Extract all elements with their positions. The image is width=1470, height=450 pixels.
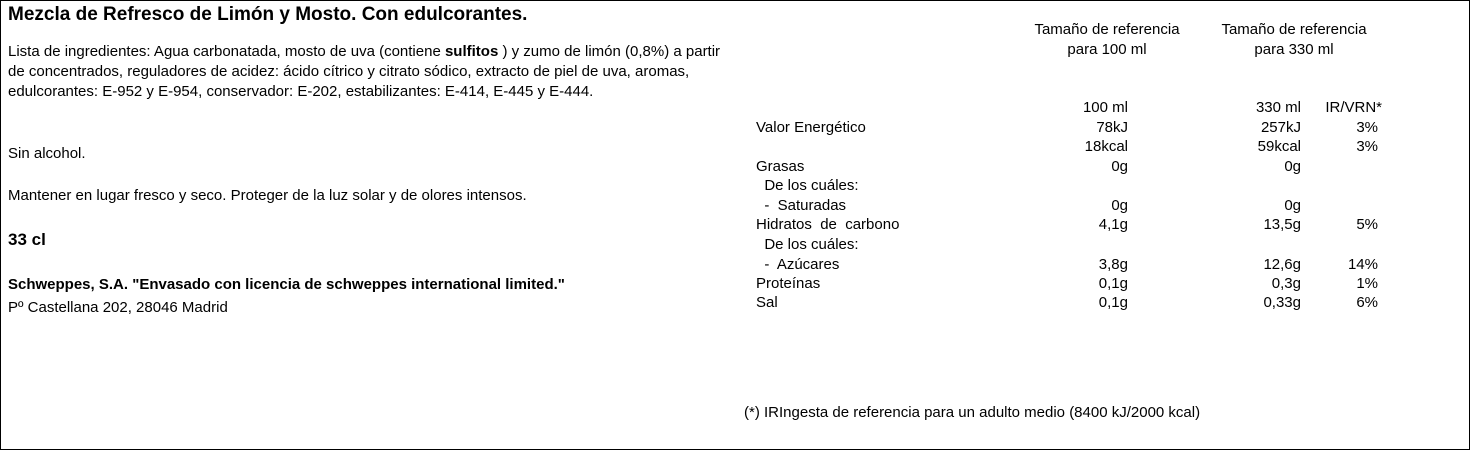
net-volume: 33 cl	[8, 230, 46, 249]
value-330ml: 59kcal	[1257, 138, 1301, 155]
nutrition-row	[756, 157, 1396, 177]
value-ir: 14%	[1347, 256, 1378, 273]
nutrition-row	[756, 196, 1396, 216]
value-ir: 1%	[1356, 275, 1378, 292]
value-330ml: 0g	[1284, 197, 1301, 214]
value-ir: 3%	[1356, 138, 1378, 155]
allergen-sulfitos: sulfitos	[444, 43, 499, 60]
nutrient-label: De los cuáles:	[756, 177, 859, 194]
nutrient-label: Grasas	[756, 158, 805, 175]
nutrition-row	[756, 118, 1396, 138]
nutrient-label: Valor Energético	[756, 119, 866, 136]
company-address: Pº Castellana 202, 28046 Madrid	[8, 299, 228, 316]
value-330ml: 13,5g	[1263, 216, 1301, 233]
value-330ml: 12,6g	[1263, 256, 1301, 273]
ref330-header: Tamaño de referencia para 330 ml	[1221, 21, 1367, 58]
value-330ml: 0,3g	[1271, 275, 1301, 292]
nutrition-column-headers	[756, 98, 1396, 118]
value-ir: 5%	[1356, 216, 1378, 233]
nutrient-label: - Azúcares	[756, 256, 840, 273]
nutrition-row	[756, 235, 1396, 255]
ingredients-rest: ) y zumo de limón (0,8%) a partir de concentrados, reguladores de acidez: ácido cítrico y citrato sódico, extracto de piel de uva, aromas, edulcorantes: E-952 y E-954, conservador: E-202, estabilizantes: E-414, E-445 y E-444.	[8, 43, 721, 100]
alcohol-note: Sin alcohol.	[8, 145, 86, 162]
ref100-header: Tamaño de referencia para 100 ml	[1034, 21, 1180, 58]
value-100ml: 0g	[1111, 158, 1128, 175]
nutrient-label: - Saturadas	[756, 197, 847, 214]
value-100ml: 3,8g	[1098, 256, 1128, 273]
value-100ml: 78kJ	[1096, 119, 1128, 136]
value-ir: 6%	[1356, 294, 1378, 311]
value-330ml: 0g	[1284, 158, 1301, 175]
value-330ml: 257kJ	[1260, 119, 1301, 136]
nutrient-label: Sal	[756, 294, 778, 311]
storage-note: Mantener en lugar fresco y seco. Proteger de la luz solar y de olores intensos.	[8, 187, 527, 204]
footnote: (*) IRIngesta de referencia para un adulto medio (8400 kJ/2000 kcal)	[744, 404, 1201, 421]
col-330ml: 330 ml	[1255, 99, 1301, 116]
ingredients-list	[8, 42, 738, 102]
nutrition-row	[756, 274, 1396, 294]
value-100ml: 0,1g	[1098, 275, 1128, 292]
col-100ml: 100 ml	[1082, 99, 1128, 116]
col-ir: IR/VRN*	[1325, 99, 1382, 116]
nutrient-label: De los cuáles:	[756, 236, 859, 253]
nutrient-label: Proteínas	[756, 275, 821, 292]
nutrition-row	[756, 137, 1396, 157]
nutrition-row	[756, 293, 1396, 313]
nutrition-row	[756, 255, 1396, 275]
nutrition-row	[756, 215, 1396, 235]
value-330ml: 0,33g	[1263, 294, 1301, 311]
value-100ml: 0g	[1111, 197, 1128, 214]
value-100ml: 4,1g	[1098, 216, 1128, 233]
nutrient-label: Hidratos de carbono	[756, 216, 900, 233]
value-100ml: 0,1g	[1098, 294, 1128, 311]
value-100ml: 18kcal	[1084, 138, 1128, 155]
company-name: Schweppes, S.A. "Envasado con licencia de schweppes international limited."	[8, 276, 565, 293]
value-ir: 3%	[1356, 119, 1378, 136]
ingredients-intro: Lista de ingredientes: Agua carbonatada, mosto de uva (contiene	[8, 43, 445, 60]
nutrition-row	[756, 176, 1396, 196]
product-title: Mezcla de Refresco de Limón y Mosto. Con edulcorantes.	[8, 4, 528, 25]
